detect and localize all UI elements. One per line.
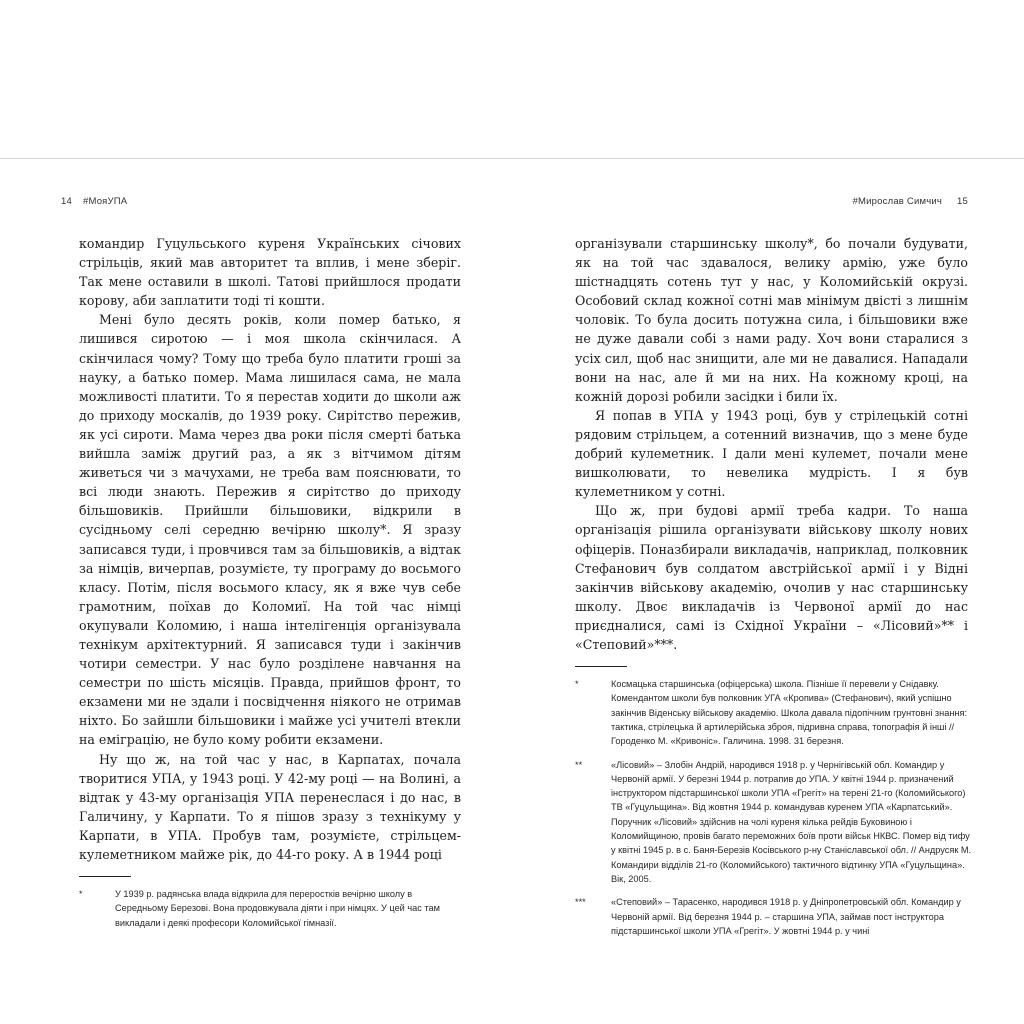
paragraph: командир Гуцульського куреня Українських січових стрільців, який мав авторитет та вплив, і мене зберіг. Так мене оставили в школі. Татові прийшлося продати корову, аби заплатити тоді ті кошти. [79, 236, 461, 309]
footnote [79, 887, 465, 930]
footnote-text: «Степовий» – Тарасенко, народився 1918 р. у Дніпропетровській обл. Командир у Червоній армії. Від березня 1944 р. – старшина УПА, займав пост інструктора підстаршинської школи УПА «Грегіт». У жовтні 1944 р. у чині [611, 897, 961, 936]
left-running-title: #МояУПА [83, 196, 128, 207]
footnote-mark: ** [575, 759, 583, 770]
paragraph: організували старшинську школу*, бо почали будувати, як на той час здавалося, велику армію, уже було шістнадцять сотень тут у нас, у Коломийській окрузі. Особовий склад кожної сотні мав мінімум двісті з лишнім чоловік. То була досить потужна сила, і більшовики вже не дуже давали собі з нами раду. Хоч вони старалися з усіх сил, щоб нас знищити, але ми не давалися. Нападали вони на нас, але й ми на них. На кожному кроці, на кожній дорозі робили засідки і били їх. [575, 236, 968, 404]
footnote [575, 895, 975, 938]
right-page [560, 196, 972, 947]
paragraph: Ну що ж, на той час у нас, в Карпатах, почала творитися УПА, у 1943 році. У 42-му році — на Волині, а відтак у 43-му організація УПА перенеслася і до нас, в Галичину, у Карпати. То я пішов зразу з технікуму у Карпати, в УПА. Пробув там, розумієте, стрільцем-кулеметником майже рік, до 44-го року. А в 1944 році [79, 751, 461, 862]
footnote [575, 677, 975, 748]
footnote-divider [79, 876, 131, 877]
page-fold-line [0, 158, 1024, 159]
left-page-number: 14 [61, 196, 72, 207]
right-page-number: 15 [957, 196, 968, 207]
paragraph: Я попав в УПА у 1943 році, був у стрілецькій сотні рядовим стрільцем, а сотенний визначив, що з мене буде добрий кулеметник. І дали мені кулемет, почали мене вишколювати, то невелика мудрість. І я був кулеметником у сотні. [575, 407, 968, 500]
footnote-text: У 1939 р. радянська влада відкрила для переростків вечірню школу в Середньому Березові. Вона продовжувала діяти і при німцях. У цей час там викладали і деякі професори Коломийської гімназії. [115, 889, 440, 928]
footnote-divider [575, 666, 627, 667]
footnote-mark: * [79, 889, 83, 900]
left-body-text [79, 234, 461, 864]
right-footnotes [560, 677, 972, 938]
right-page-header [560, 196, 968, 210]
paragraph: Мені було десять років, коли помер батько, я лишився сиротою — і моя школа скінчилася. А скінчилася чому? Тому що треба було платити гроші за науку, а батько помер. Мама лишилася сама, не мала можливості платити. То я перестав ходити до школи аж до приходу москалів, до 1939 року. Сирітство пережив, як усі сироти. Мама через два роки після смерті батька вийшла заміж другий раз, а як з вітчимом дітям живеться чи з мачухами, не треба вам пояснювати, то всі люди знають. Пережив я сирітство до приходу більшовиків. Прийшли більшовики, відкрили в сусідньому селі середню вечірню школу*. Я зразу записався туди, і провчився там за більшовиків, а відтак за німців, вичерпав, розумієте, ту програму до восьмого класу. Потім, після восьмого класу, як я вже чув себе грамотним, поїхав до Коломиї. На той час німці окупували Коломию, і наша інтелігенція організувала технікум архітектурний. Я записався туди і закінчив чотири семестри. У нас було розділене навчання на семестри по шість місяців. Правда, прийшов фронт, то екзамени ми не здали і посвідчення ніякого не отримав ніхто. Бо зайшли більшовики і майже усі учителі втекли на еміграцію, не було кому робити екзамени. [79, 312, 461, 748]
left-page [63, 196, 461, 939]
footnote-text: «Лісовий» – Злобін Андрій, народився 1918 р. у Чернігівській обл. Командир у Червоній армії. У березні 1944 р. потрапив до УПА. У квітні 1944 р. призначений інструктором підстаршинської школи УПА «Грегіт» на терені 21-го (Коломийського) ТВ «Гуцульщина». Від жовтня 1944 р. командував куренем УПА «Карпатський». Поручник «Лісовий» здійснив на чолі куреня кілька рейдів Буковиною і Коломийщиною, провів багато переможних боїв проти військ НКВС. Помер від тифу у квітні 1945 р. в с. Баня-Березів Косівського р-ну Станіславської обл. // Андрусяк М. Командири відділів 21-го (Коломийського) тактичного відтинку УПА «Гуцульщина». Вік, 2005. [611, 759, 972, 884]
footnote-text: Космацька старшинська (офіцерська) школа. Пізніше її перевели у Снідавку. Комендантом школи був полковник УГА «Кропива» (Стефанович), який успішно закінчив Віденську військову академію. Школа давала підопічним грунтовні знання: тактика, стрілецька й артилерійська зброя, підривна справа, топографія й інші // Городенко М. «Кривоніс». Галичина. 1998. 31 березня. [611, 679, 968, 747]
left-page-header [63, 196, 461, 210]
footnote-mark: *** [575, 897, 586, 908]
paragraph: Що ж, при будові армії треба кадри. То наша організація рішила організувати військову школу нових офіцерів. Поназбирали викладачів, наприклад, полковник Стефанович був солдатом австрійської армії і у Відні закінчив військову академію, очолив у нас старшинську школу. Двоє викладачів із Червоної армії до нас приєдналися, самі із Східної України – «Лісовий»** і «Степовий»***. [575, 503, 968, 652]
footnote [575, 758, 975, 887]
right-body-text [575, 234, 968, 654]
footnote-mark: * [575, 679, 579, 690]
left-footnotes [63, 887, 461, 930]
right-running-title: #Мирослав Симчич [852, 196, 942, 207]
